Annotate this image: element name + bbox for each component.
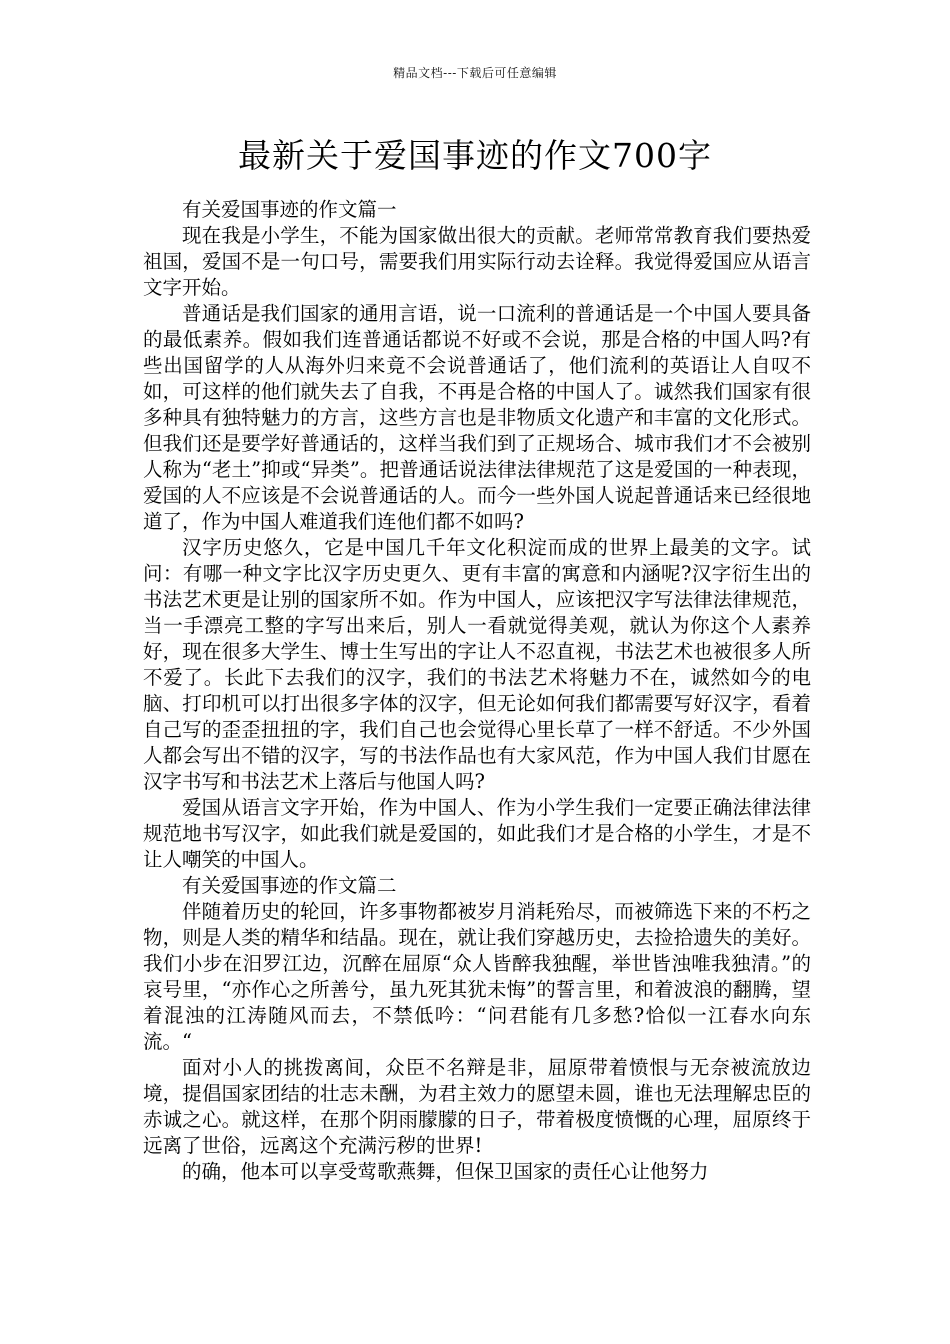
paragraph: 普通话是我们国家的通用言语，说一口流利的普通话是一个中国人要具备的最低素养。假如我们连普通话都说不好或不会说，那是合格的中国人吗?有些出国留学的人从海外归来竟不会说普通话了，他们流利的英语让人自叹不如，可这样的他们就失去了自我，不再是合格的中国人了。诚然我们国家有很多种具有独特魅力的方言，这些方言也是非物质文化遗产和丰富的文化形式。但我们还是要学好普通话的，这样当我们到了正规场合、城市我们才不会被别人称为“老土”抑或“异类”。把普通话说法律法律规范了这是爱国的一种表现，爱国的人不应该是不会说普通话的人。而今一些外国人说起普通话来已经很地道了，作为中国人难道我们连他们都不如吗? [143,302,811,533]
section-heading: 有关爱国事迹的作文篇一 [182,198,397,221]
paragraph: 汉字历史悠久，它是中国几千年文化积淀而成的世界上最美的文字。试问：有哪一种文字比汉字历史更久、更有丰富的寓意和内涵呢?汉字衍生出的书法艺术更是让别的国家所不如。作为中国人，应该把汉字写法律法律规范，当一手漂亮工整的字写出来后，别人一看就觉得美观，就认为你这个人素养好，现在很多大学生、博士生写出的字让人不忍直视，书法艺术也被很多人所不爱了。长此下去我们的汉字，我们的书法艺术将魅力不在，诚然如今的电脑、打印机可以打出很多字体的汉字，但无论如何我们都需要写好汉字，看着自己写的歪歪扭扭的字，我们自己也会觉得心里长草了一样不舒适。不少外国人都会写出不错的汉字，写的书法作品也有大家风范，作为中国人我们甘愿在汉字书写和书法艺术上落后与他国人吗? [143,536,811,793]
paragraph: 伴随着历史的轮回，许多事物都被岁月消耗殆尽，而被筛选下来的不朽之物，则是人类的精华和结晶。现在，就让我们穿越历史，去捡拾遗失的美好。我们小步在汨罗江边，沉醉在屈原“众人皆醉我独醒，举世皆浊唯我独清。”的哀号里，“亦作心之所善兮，虽九死其犹未悔”的誓言里，和着波浪的翻腾，望着混浊的江涛随风而去，不禁低吟：“问君能有几多愁?恰似一江春水向东流。“ [143,900,811,1053]
paragraph: 现在我是小学生，不能为国家做出很大的贡献。老师常常教育我们要热爱祖国，爱国不是一句口号，需要我们用实际行动去诠释。我觉得爱国应从语言文字开始。 [143,224,811,299]
paragraph: 的确，他本可以享受莺歌燕舞，但保卫国家的责任心让他努力 [182,1160,709,1183]
section-heading: 有关爱国事迹的作文篇二 [182,874,397,897]
paragraph: 爱国从语言文字开始，作为中国人、作为小学生我们一定要正确法律法律规范地书写汉字，如此我们就是爱国的，如此我们才是合格的小学生，才是不让人嘲笑的中国人。 [143,796,811,871]
document-body [143,197,811,1185]
paragraph: 面对小人的挑拨离间，众臣不名辩是非，屈原带着愤恨与无奈被流放边境，提倡国家团结的壮志未酬，为君主效力的愿望未圆，谁也无法理解忠臣的赤诚之心。就这样，在那个阴雨朦朦的日子，带着极度愤慨的心理，屈原终于远离了世俗，远离这个充满污秽的世界! [143,1056,811,1157]
document-title: 最新关于爱国事迹的作文700字 [238,136,712,175]
page-header: 精品文档---下载后可任意编辑 [393,66,557,80]
